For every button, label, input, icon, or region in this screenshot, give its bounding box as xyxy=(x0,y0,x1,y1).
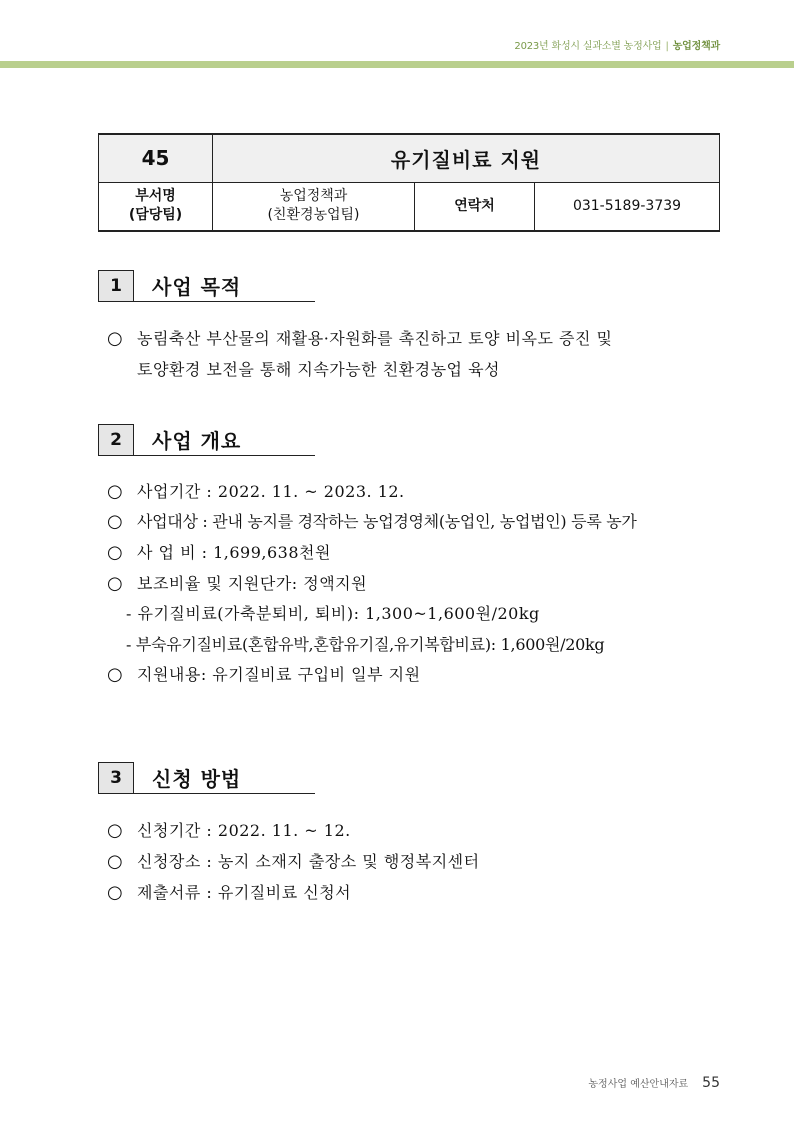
sub-list-item: - 유기질비료(가축분퇴비, 퇴비): 1,300~1,600원/20kg xyxy=(126,604,540,623)
section-heading-1 xyxy=(98,266,315,302)
project-title: 유기질비료 지원 xyxy=(213,134,720,182)
section-heading-2 xyxy=(98,420,315,456)
section-heading-3 xyxy=(98,758,315,794)
section-title: 신청 방법 xyxy=(152,767,242,791)
dept-label-line2: (담당팀) xyxy=(128,207,183,224)
footer-label: 농정사업 예산안내자료 xyxy=(588,1079,689,1090)
page-number: 55 xyxy=(702,1075,720,1091)
section-title: 사업 목적 xyxy=(152,275,242,299)
project-number: 45 xyxy=(99,134,213,182)
bullet-icon: ○ xyxy=(107,511,123,532)
list-item: ○ 신청기간 : 2022. 11. ~ 12. xyxy=(107,820,351,841)
section-number: 1 xyxy=(98,270,134,302)
dept-label-line1: 부서명 xyxy=(135,188,176,205)
page-footer xyxy=(588,1075,720,1091)
dept-value-line1: 농업정책과 xyxy=(279,188,348,205)
list-item: ○ 보조비율 및 지원단가: 정액지원 xyxy=(107,573,368,594)
list-item: ○ 신청장소 : 농지 소재지 출장소 및 행정복지센터 xyxy=(107,851,480,872)
list-item: ○ 사업대상 : 관내 농지를 경작하는 농업경영체(농업인, 농업법인) 등록 농가 xyxy=(107,511,637,532)
header-separator: | xyxy=(665,41,669,52)
list-item: ○ 사 업 비 : 1,699,638천원 xyxy=(107,542,331,563)
sub-list-item: - 부숙유기질비료(혼합유박,혼합유기질,유기복합비료): 1,600원/20kg xyxy=(126,635,605,654)
contact-value: 031-5189-3739 xyxy=(535,182,720,231)
running-header xyxy=(514,37,720,52)
bullet-icon: ○ xyxy=(107,573,124,594)
dept-label xyxy=(99,182,213,231)
list-item: ○ 지원내용: 유기질비료 구입비 일부 지원 xyxy=(107,664,421,685)
list-item-continuation: 토양환경 보전을 통해 지속가능한 친환경농업 육성 xyxy=(137,360,501,379)
bullet-icon: ○ xyxy=(107,542,124,563)
contact-label: 연락처 xyxy=(415,182,535,231)
section-title: 사업 개요 xyxy=(152,429,242,453)
list-item: ○ 제출서류 : 유기질비료 신청서 xyxy=(107,882,352,903)
list-item: ○ 사업기간 : 2022. 11. ~ 2023. 12. xyxy=(107,481,405,502)
bullet-icon: ○ xyxy=(107,882,124,903)
bullet-icon: ○ xyxy=(107,664,124,685)
list-item: ○ 농림축산 부산물의 재활용·자원화를 촉진하고 토양 비옥도 증진 및 xyxy=(107,328,613,349)
header-dept: 농업정책과 xyxy=(672,41,720,52)
project-info-table xyxy=(98,133,720,232)
dept-value xyxy=(213,182,415,231)
header-program: 2023년 화성시 실과소별 농정사업 xyxy=(514,41,662,52)
section-number: 2 xyxy=(98,424,134,456)
dept-value-line2: (친환경농업팀) xyxy=(267,207,360,224)
bullet-icon: ○ xyxy=(107,820,124,841)
bullet-icon: ○ xyxy=(107,851,124,872)
section-number: 3 xyxy=(98,762,134,794)
bullet-icon: ○ xyxy=(107,328,124,349)
header-bar xyxy=(0,61,794,68)
bullet-icon: ○ xyxy=(107,481,124,502)
